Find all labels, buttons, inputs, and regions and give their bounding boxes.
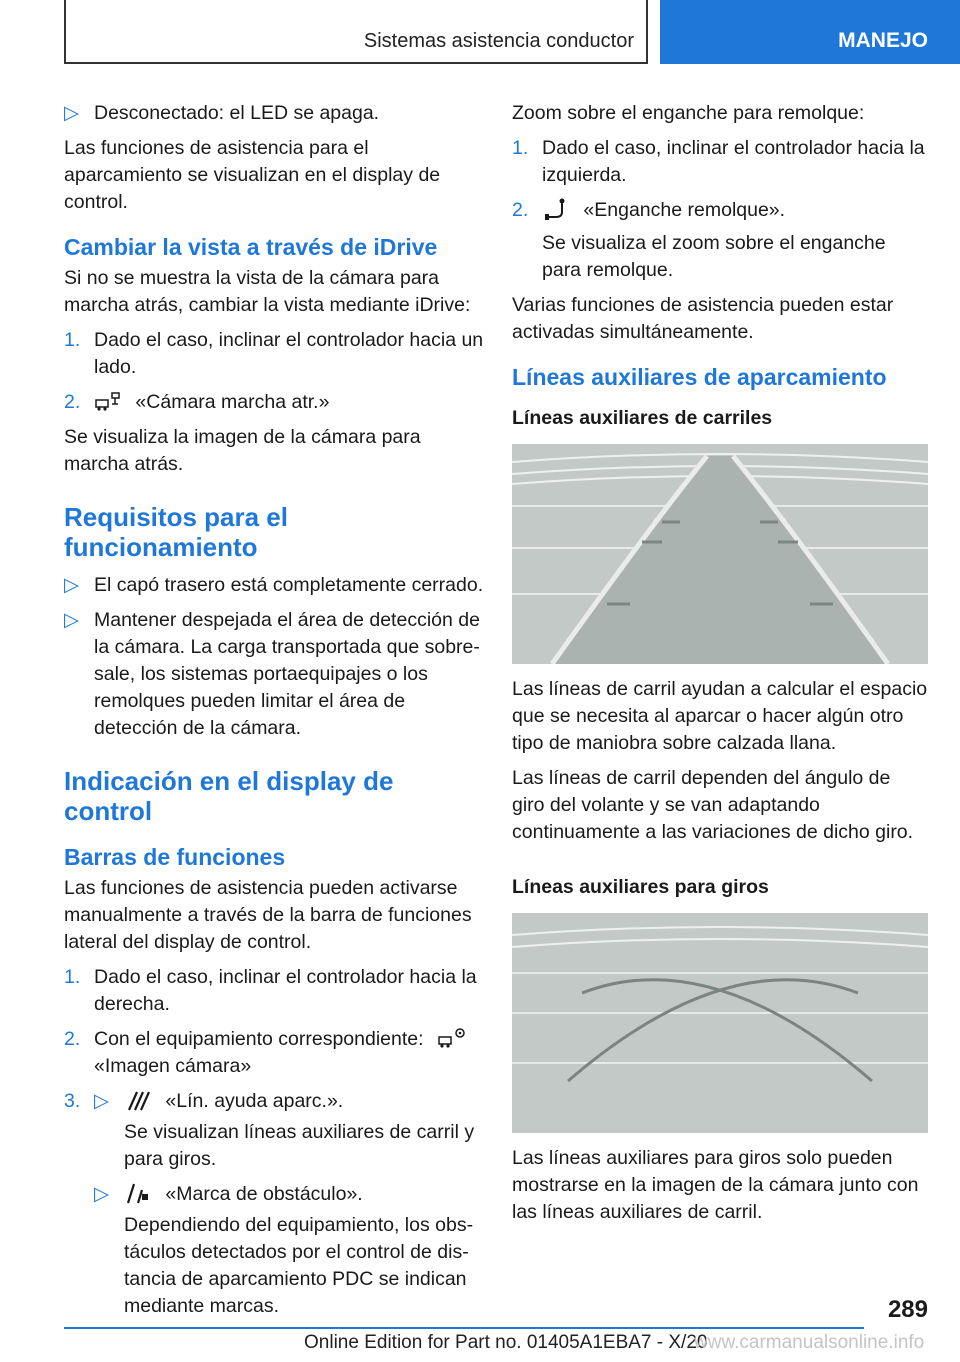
sub-item	[94, 1181, 484, 1320]
list-item	[64, 572, 484, 599]
item-number: 2.	[64, 391, 81, 413]
parking-lines-icon	[124, 1089, 154, 1111]
sub-item-text: «Marca de obstáculo».	[165, 1183, 363, 1205]
bullet-text: Desconectado: el LED se apaga.	[94, 102, 380, 124]
page-number: 289	[887, 1296, 928, 1323]
footer-divider	[64, 1327, 864, 1329]
turning-lines-illustration	[512, 913, 928, 1133]
sub-item-desc: Se visualizan líneas auxiliares de carril y para giros.	[124, 1121, 475, 1170]
item-text: Dado el caso, inclinar el controlador hacia un lado.	[94, 329, 484, 378]
paragraph: Varias funciones de asistencia pueden estar activadas simultáneamente.	[512, 294, 894, 343]
item-number: 1.	[64, 329, 81, 351]
bullet-marker: ▷	[94, 1090, 109, 1112]
sub-item	[94, 1088, 484, 1173]
item-desc: Se visualiza el zoom sobre el enganche para remolque.	[542, 232, 886, 281]
item-number: 2.	[64, 1028, 81, 1050]
numbered-item	[64, 1026, 484, 1080]
trailer-hitch-icon	[542, 198, 572, 220]
rear-camera-icon	[94, 390, 124, 412]
obstacle-marking-icon	[124, 1182, 154, 1204]
bullet-text: Mantener despejada el área de detección de la cámara. La carga transportada que sobresale, los sistemas portaequipajes o los remolques pueden limitar el área de detección de la cámara.	[94, 609, 480, 739]
paragraph: Se visualiza la imagen de la cámara para marcha atrás.	[64, 426, 421, 475]
numbered-item	[64, 964, 484, 1018]
item-text-line2: «Imagen cámara»	[94, 1055, 252, 1077]
paragraph: Las funciones de asistencia pueden activarse manualmente a través de la barra de funciones lateral del display de control.	[64, 877, 472, 953]
watermark-link[interactable]: www.carmanualsonline.info	[694, 1332, 925, 1353]
numbered-item	[64, 1088, 484, 1320]
lane-lines-illustration	[512, 444, 928, 664]
bullet-marker: ▷	[94, 1183, 109, 1205]
section-heading: Cambiar la vista a través de iDrive	[64, 234, 438, 260]
paragraph: Las líneas auxiliares para giros solo pueden mostrarse en la imagen de la cámara junto con las líneas auxiliares de carril.	[512, 1147, 919, 1223]
item-text: Con el equipamiento correspondiente:	[94, 1028, 424, 1050]
item-text: Dado el caso, inclinar el controlador hacia la izquierda.	[542, 137, 925, 186]
section-heading: Indicación en el display de control	[64, 766, 394, 826]
list-item	[64, 607, 484, 742]
list-item	[64, 100, 484, 127]
bullet-marker: ▷	[64, 609, 79, 631]
section-heading: Líneas auxiliares de aparcamiento	[512, 364, 887, 390]
right-column	[512, 100, 928, 1234]
chapter-tab: MANEJO	[660, 0, 960, 64]
sub-item-text: «Lín. ayuda aparc.».	[165, 1090, 344, 1112]
sub-item-desc: Dependiendo del equipamiento, los obstáculos detectados por el control de distancia de aparcamiento PDC se indican mediante marcas.	[124, 1214, 474, 1317]
item-text: «Enganche remolque».	[583, 199, 786, 221]
section-heading: Requisitos para el funcionamiento	[64, 502, 288, 562]
numbered-item	[64, 327, 484, 381]
edition-text: Online Edition for Part no. 01405A1EBA7 - X/20	[304, 1332, 708, 1353]
bullet-marker: ▷	[64, 102, 79, 124]
item-number: 2.	[512, 199, 529, 221]
subsection-heading: Líneas auxiliares para giros	[512, 876, 769, 898]
subsection-heading: Líneas auxiliares de carriles	[512, 407, 773, 429]
left-column	[64, 100, 484, 1328]
paragraph: Las líneas de carril dependen del ángulo de giro del volante y se van adaptando continuamente a las variaciones de dicho giro.	[512, 767, 914, 843]
paragraph: Si no se muestra la vista de la cámara para marcha atrás, cambiar la vista mediante iDrive:	[64, 267, 471, 316]
bullet-text: El capó trasero está completamente cerrado.	[94, 574, 484, 596]
paragraph: Zoom sobre el enganche para remolque:	[512, 102, 865, 124]
bullet-marker: ▷	[64, 574, 79, 596]
paragraph: Las líneas de carril ayudan a calcular el espacio que se necesita al aparcar o hacer algún otro tipo de maniobra sobre calzada llana.	[512, 678, 928, 754]
item-number: 1.	[512, 137, 529, 159]
item-text: Dado el caso, inclinar el controlador hacia la derecha.	[94, 966, 477, 1015]
numbered-item	[512, 135, 928, 189]
item-text: «Cámara marcha atr.»	[135, 391, 330, 413]
numbered-item	[64, 389, 484, 416]
subsection-heading: Barras de funciones	[64, 844, 286, 870]
paragraph: Las funciones de asistencia para el aparcamiento se visualizan en el display de control.	[64, 137, 441, 213]
item-number: 3.	[64, 1090, 81, 1112]
page-header	[0, 0, 960, 66]
section-title: Sistemas asistencia conductor	[64, 0, 648, 64]
numbered-item	[512, 197, 928, 284]
item-number: 1.	[64, 966, 81, 988]
camera-settings-icon	[437, 1027, 467, 1049]
